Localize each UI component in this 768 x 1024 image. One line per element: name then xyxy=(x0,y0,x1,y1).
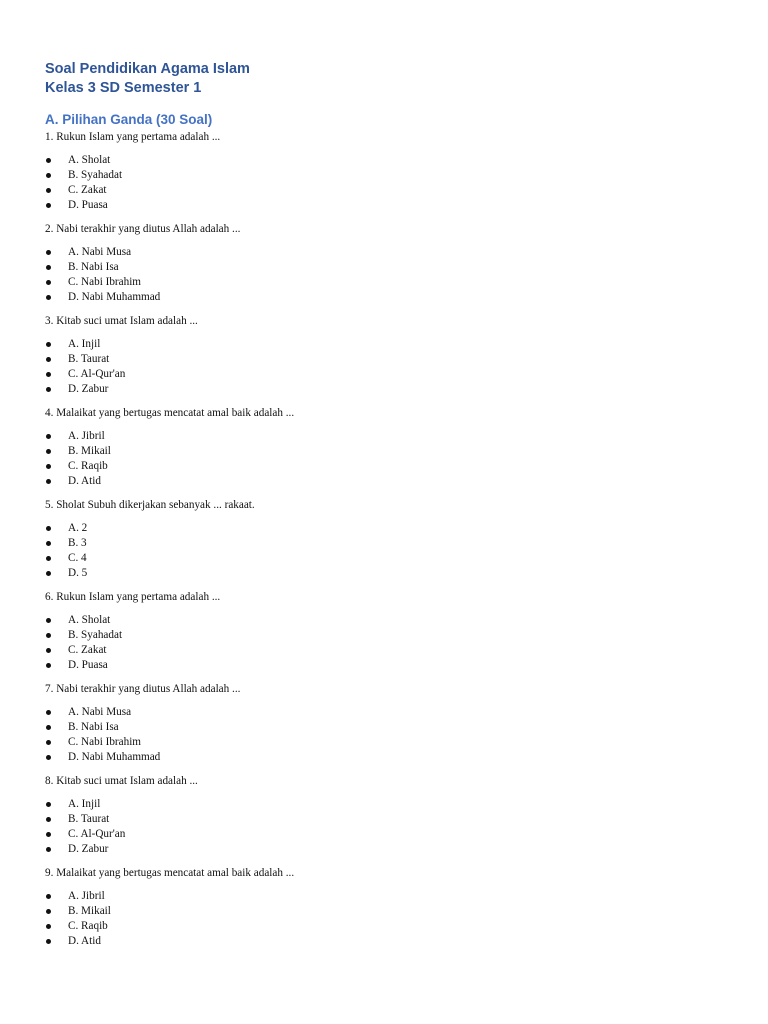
bullet-icon xyxy=(46,280,51,285)
question-text: 7. Nabi terakhir yang diutus Allah adalah ... xyxy=(45,683,241,695)
option-label: C. Al-Qur'an xyxy=(68,828,126,840)
option-item xyxy=(45,934,725,949)
option-item xyxy=(45,382,725,397)
option-label: D. Zabur xyxy=(68,843,109,855)
bullet-icon xyxy=(46,464,51,469)
option-list xyxy=(45,889,725,949)
bullet-icon xyxy=(46,434,51,439)
option-label: A. Jibril xyxy=(68,890,105,902)
bullet-icon xyxy=(46,755,51,760)
question-text: 4. Malaikat yang bertugas mencatat amal baik adalah ... xyxy=(45,407,295,419)
bullet-icon xyxy=(46,894,51,899)
option-label: B. Syahadat xyxy=(68,629,123,641)
question-3 xyxy=(45,314,725,397)
option-list xyxy=(45,429,725,489)
option-label: A. Injil xyxy=(68,338,101,350)
option-label: D. Zabur xyxy=(68,383,109,395)
option-label: C. Al-Qur'an xyxy=(68,368,126,380)
document-title-line1: Soal Pendidikan Agama Islam xyxy=(45,61,250,77)
option-list xyxy=(45,337,725,397)
question-6 xyxy=(45,590,725,673)
question-4 xyxy=(45,406,725,489)
option-item xyxy=(45,613,725,628)
bullet-icon xyxy=(46,372,51,377)
option-label: B. Taurat xyxy=(68,353,110,365)
option-item xyxy=(45,168,725,183)
bullet-icon xyxy=(46,449,51,454)
question-text: 6. Rukun Islam yang pertama adalah ... xyxy=(45,591,221,603)
section-heading: A. Pilihan Ganda (30 Soal) xyxy=(45,112,213,127)
option-label: D. Nabi Muhammad xyxy=(68,751,161,763)
option-item xyxy=(45,842,725,857)
bullet-icon xyxy=(46,479,51,484)
question-text: 3. Kitab suci umat Islam adalah ... xyxy=(45,315,198,327)
bullet-icon xyxy=(46,939,51,944)
option-item xyxy=(45,705,725,720)
option-list xyxy=(45,613,725,673)
bullet-icon xyxy=(46,357,51,362)
question-5 xyxy=(45,498,725,581)
option-item xyxy=(45,429,725,444)
bullet-icon xyxy=(46,203,51,208)
option-label: D. Puasa xyxy=(68,659,108,671)
bullet-icon xyxy=(46,725,51,730)
option-label: D. 5 xyxy=(68,567,88,579)
option-label: D. Puasa xyxy=(68,199,108,211)
option-item xyxy=(45,275,725,290)
question-text: 5. Sholat Subuh dikerjakan sebanyak ... rakaat. xyxy=(45,499,255,511)
option-item xyxy=(45,459,725,474)
option-item xyxy=(45,337,725,352)
bullet-icon xyxy=(46,924,51,929)
bullet-icon xyxy=(46,618,51,623)
option-label: B. Syahadat xyxy=(68,169,123,181)
option-label: B. Mikail xyxy=(68,445,111,457)
bullet-icon xyxy=(46,740,51,745)
bullet-icon xyxy=(46,847,51,852)
option-label: A. Injil xyxy=(68,798,101,810)
option-label: A. Nabi Musa xyxy=(68,706,132,718)
bullet-icon xyxy=(46,387,51,392)
option-list xyxy=(45,705,725,765)
bullet-icon xyxy=(46,556,51,561)
option-label: B. 3 xyxy=(68,537,87,549)
question-text: 1. Rukun Islam yang pertama adalah ... xyxy=(45,131,221,143)
document-title-line2: Kelas 3 SD Semester 1 xyxy=(45,80,202,96)
document-page xyxy=(45,60,725,958)
option-label: D. Atid xyxy=(68,935,101,947)
bullet-icon xyxy=(46,342,51,347)
option-item xyxy=(45,521,725,536)
option-item xyxy=(45,444,725,459)
option-label: A. Nabi Musa xyxy=(68,246,132,258)
bullet-icon xyxy=(46,710,51,715)
option-item xyxy=(45,566,725,581)
option-item xyxy=(45,551,725,566)
option-label: A. Sholat xyxy=(68,614,111,626)
option-label: C. Raqib xyxy=(68,920,108,932)
option-item xyxy=(45,904,725,919)
option-item xyxy=(45,812,725,827)
option-item xyxy=(45,720,725,735)
option-item xyxy=(45,536,725,551)
question-text: 9. Malaikat yang bertugas mencatat amal baik adalah ... xyxy=(45,867,295,879)
bullet-icon xyxy=(46,541,51,546)
option-label: B. Nabi Isa xyxy=(68,261,119,273)
option-item xyxy=(45,245,725,260)
bullet-icon xyxy=(46,173,51,178)
option-item xyxy=(45,352,725,367)
option-label: C. Raqib xyxy=(68,460,108,472)
question-list xyxy=(45,130,725,949)
bullet-icon xyxy=(46,909,51,914)
option-list xyxy=(45,521,725,581)
option-item xyxy=(45,198,725,213)
option-label: B. Mikail xyxy=(68,905,111,917)
option-label: C. 4 xyxy=(68,552,87,564)
option-label: C. Nabi Ibrahim xyxy=(68,276,142,288)
bullet-icon xyxy=(46,158,51,163)
option-label: D. Atid xyxy=(68,475,101,487)
bullet-icon xyxy=(46,663,51,668)
option-list xyxy=(45,797,725,857)
option-item xyxy=(45,643,725,658)
option-label: A. 2 xyxy=(68,522,88,534)
option-label: B. Nabi Isa xyxy=(68,721,119,733)
question-text: 2. Nabi terakhir yang diutus Allah adalah ... xyxy=(45,223,241,235)
option-label: A. Sholat xyxy=(68,154,111,166)
question-9 xyxy=(45,866,725,949)
bullet-icon xyxy=(46,188,51,193)
question-text: 8. Kitab suci umat Islam adalah ... xyxy=(45,775,198,787)
option-label: A. Jibril xyxy=(68,430,105,442)
bullet-icon xyxy=(46,633,51,638)
option-label: C. Nabi Ibrahim xyxy=(68,736,142,748)
question-8 xyxy=(45,774,725,857)
option-item xyxy=(45,797,725,812)
option-item xyxy=(45,827,725,842)
option-item xyxy=(45,919,725,934)
bullet-icon xyxy=(46,250,51,255)
option-item xyxy=(45,367,725,382)
option-item xyxy=(45,260,725,275)
bullet-icon xyxy=(46,802,51,807)
option-item xyxy=(45,290,725,305)
bullet-icon xyxy=(46,832,51,837)
option-item xyxy=(45,889,725,904)
option-item xyxy=(45,628,725,643)
bullet-icon xyxy=(46,648,51,653)
option-label: C. Zakat xyxy=(68,184,107,196)
bullet-icon xyxy=(46,295,51,300)
option-item xyxy=(45,153,725,168)
option-list xyxy=(45,245,725,305)
bullet-icon xyxy=(46,571,51,576)
option-label: B. Taurat xyxy=(68,813,110,825)
question-2 xyxy=(45,222,725,305)
option-item xyxy=(45,474,725,489)
bullet-icon xyxy=(46,526,51,531)
bullet-icon xyxy=(46,265,51,270)
option-item xyxy=(45,183,725,198)
bullet-icon xyxy=(46,817,51,822)
question-7 xyxy=(45,682,725,765)
option-item xyxy=(45,658,725,673)
option-item xyxy=(45,735,725,750)
option-list xyxy=(45,153,725,213)
option-item xyxy=(45,750,725,765)
option-label: C. Zakat xyxy=(68,644,107,656)
option-label: D. Nabi Muhammad xyxy=(68,291,161,303)
question-1 xyxy=(45,130,725,213)
